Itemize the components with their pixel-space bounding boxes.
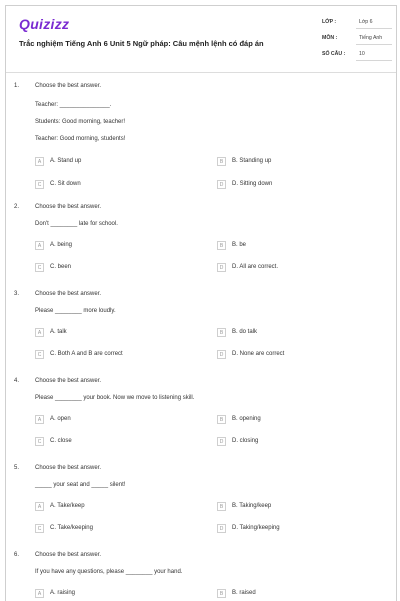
option-text: A. open	[50, 416, 71, 422]
meta-grade-value: Lớp 6	[356, 16, 392, 29]
page-title: Trắc nghiệm Tiếng Anh 6 Unit 5 Ngữ pháp: Câu mệnh lệnh có đáp án	[19, 39, 264, 48]
option-text: B. be	[232, 242, 247, 248]
worksheet-meta	[322, 16, 394, 64]
option-text: A. Take/keep	[50, 503, 85, 509]
option-letter-box[interactable]: D	[217, 524, 226, 533]
meta-grade-row	[322, 16, 394, 32]
question-number: 3.	[14, 291, 20, 297]
option-text: D. All are correct.	[232, 264, 279, 270]
question-instruction: Choose the best answer.	[35, 378, 102, 384]
option-letter-box[interactable]: C	[35, 180, 44, 189]
question-line: _____ your seat and _____ silent!	[35, 482, 126, 488]
option-letter-box[interactable]: A	[35, 157, 44, 166]
question-line: Teacher: Good morning, students!	[35, 136, 126, 142]
question-line: Don't ________ late for school.	[35, 221, 118, 227]
question-instruction: Choose the best answer.	[35, 465, 102, 471]
meta-subject-label: MÔN :	[322, 35, 338, 41]
option-text: B. raised	[232, 590, 256, 596]
question-instruction: Choose the best answer.	[35, 291, 102, 297]
option-letter-box[interactable]: D	[217, 180, 226, 189]
option-letter-box[interactable]: B	[217, 241, 226, 250]
option-text: C. been	[50, 264, 72, 270]
option-text: D. Sitting down	[232, 181, 273, 187]
option-text: A. being	[50, 242, 73, 248]
option-letter-box[interactable]: A	[35, 241, 44, 250]
meta-count-value: 10	[356, 48, 392, 61]
option-letter-box[interactable]: B	[217, 415, 226, 424]
option-letter-box[interactable]: C	[35, 437, 44, 446]
meta-subject-value: Tiếng Anh	[356, 32, 392, 45]
question-line: Please ________ your book. Now we move to listening skill.	[35, 395, 195, 401]
option-text: D. Taking/keeping	[232, 525, 280, 531]
question-instruction: Choose the best answer.	[35, 83, 102, 89]
quizizz-logo: Quizizz	[19, 16, 70, 32]
option-letter-box[interactable]: D	[217, 437, 226, 446]
worksheet-page	[5, 5, 397, 601]
option-text: B. Standing up	[232, 158, 272, 164]
option-text: D. closing	[232, 438, 259, 444]
option-text: C. Take/keeping	[50, 525, 93, 531]
option-text: A. raising	[50, 590, 76, 596]
option-text: A. Stand up	[50, 158, 82, 164]
option-letter-box[interactable]: A	[35, 502, 44, 511]
meta-subject-row	[322, 32, 394, 48]
question-instruction: Choose the best answer.	[35, 204, 102, 210]
question-line: Students: Good morning, teacher!	[35, 119, 126, 125]
option-letter-box[interactable]: D	[217, 263, 226, 272]
option-text: B. Taking/keep	[232, 503, 272, 509]
option-text: B. opening	[232, 416, 261, 422]
option-letter-box[interactable]: A	[35, 415, 44, 424]
question-line: Please ________ more loudly.	[35, 308, 116, 314]
option-letter-box[interactable]: D	[217, 350, 226, 359]
option-letter-box[interactable]: B	[217, 328, 226, 337]
option-letter-box[interactable]: C	[35, 524, 44, 533]
option-letter-box[interactable]: C	[35, 350, 44, 359]
meta-count-row	[322, 48, 394, 64]
question-instruction: Choose the best answer.	[35, 552, 102, 558]
option-text: C. close	[50, 438, 72, 444]
header-divider	[6, 72, 396, 73]
question-number: 6.	[14, 552, 20, 558]
question-number: 2.	[14, 204, 20, 210]
meta-count-label: SỐ CÂU :	[322, 51, 346, 57]
option-letter-box[interactable]: B	[217, 157, 226, 166]
option-letter-box[interactable]: A	[35, 589, 44, 598]
option-letter-box[interactable]: C	[35, 263, 44, 272]
option-letter-box[interactable]: B	[217, 502, 226, 511]
option-letter-box[interactable]: A	[35, 328, 44, 337]
meta-grade-label: LỚP :	[322, 19, 337, 25]
question-line: Teacher: _______________.	[35, 102, 112, 108]
question-number: 1.	[14, 83, 20, 89]
option-letter-box[interactable]: B	[217, 589, 226, 598]
question-number: 4.	[14, 378, 20, 384]
option-text: B. do talk	[232, 329, 258, 335]
question-line: If you have any questions, please ________ your hand.	[35, 569, 183, 575]
option-text: C. Sit down	[50, 181, 81, 187]
option-text: A. talk	[50, 329, 67, 335]
question-number: 5.	[14, 465, 20, 471]
option-text: D. None are correct	[232, 351, 285, 357]
option-text: C. Both A and B are correct	[50, 351, 123, 357]
